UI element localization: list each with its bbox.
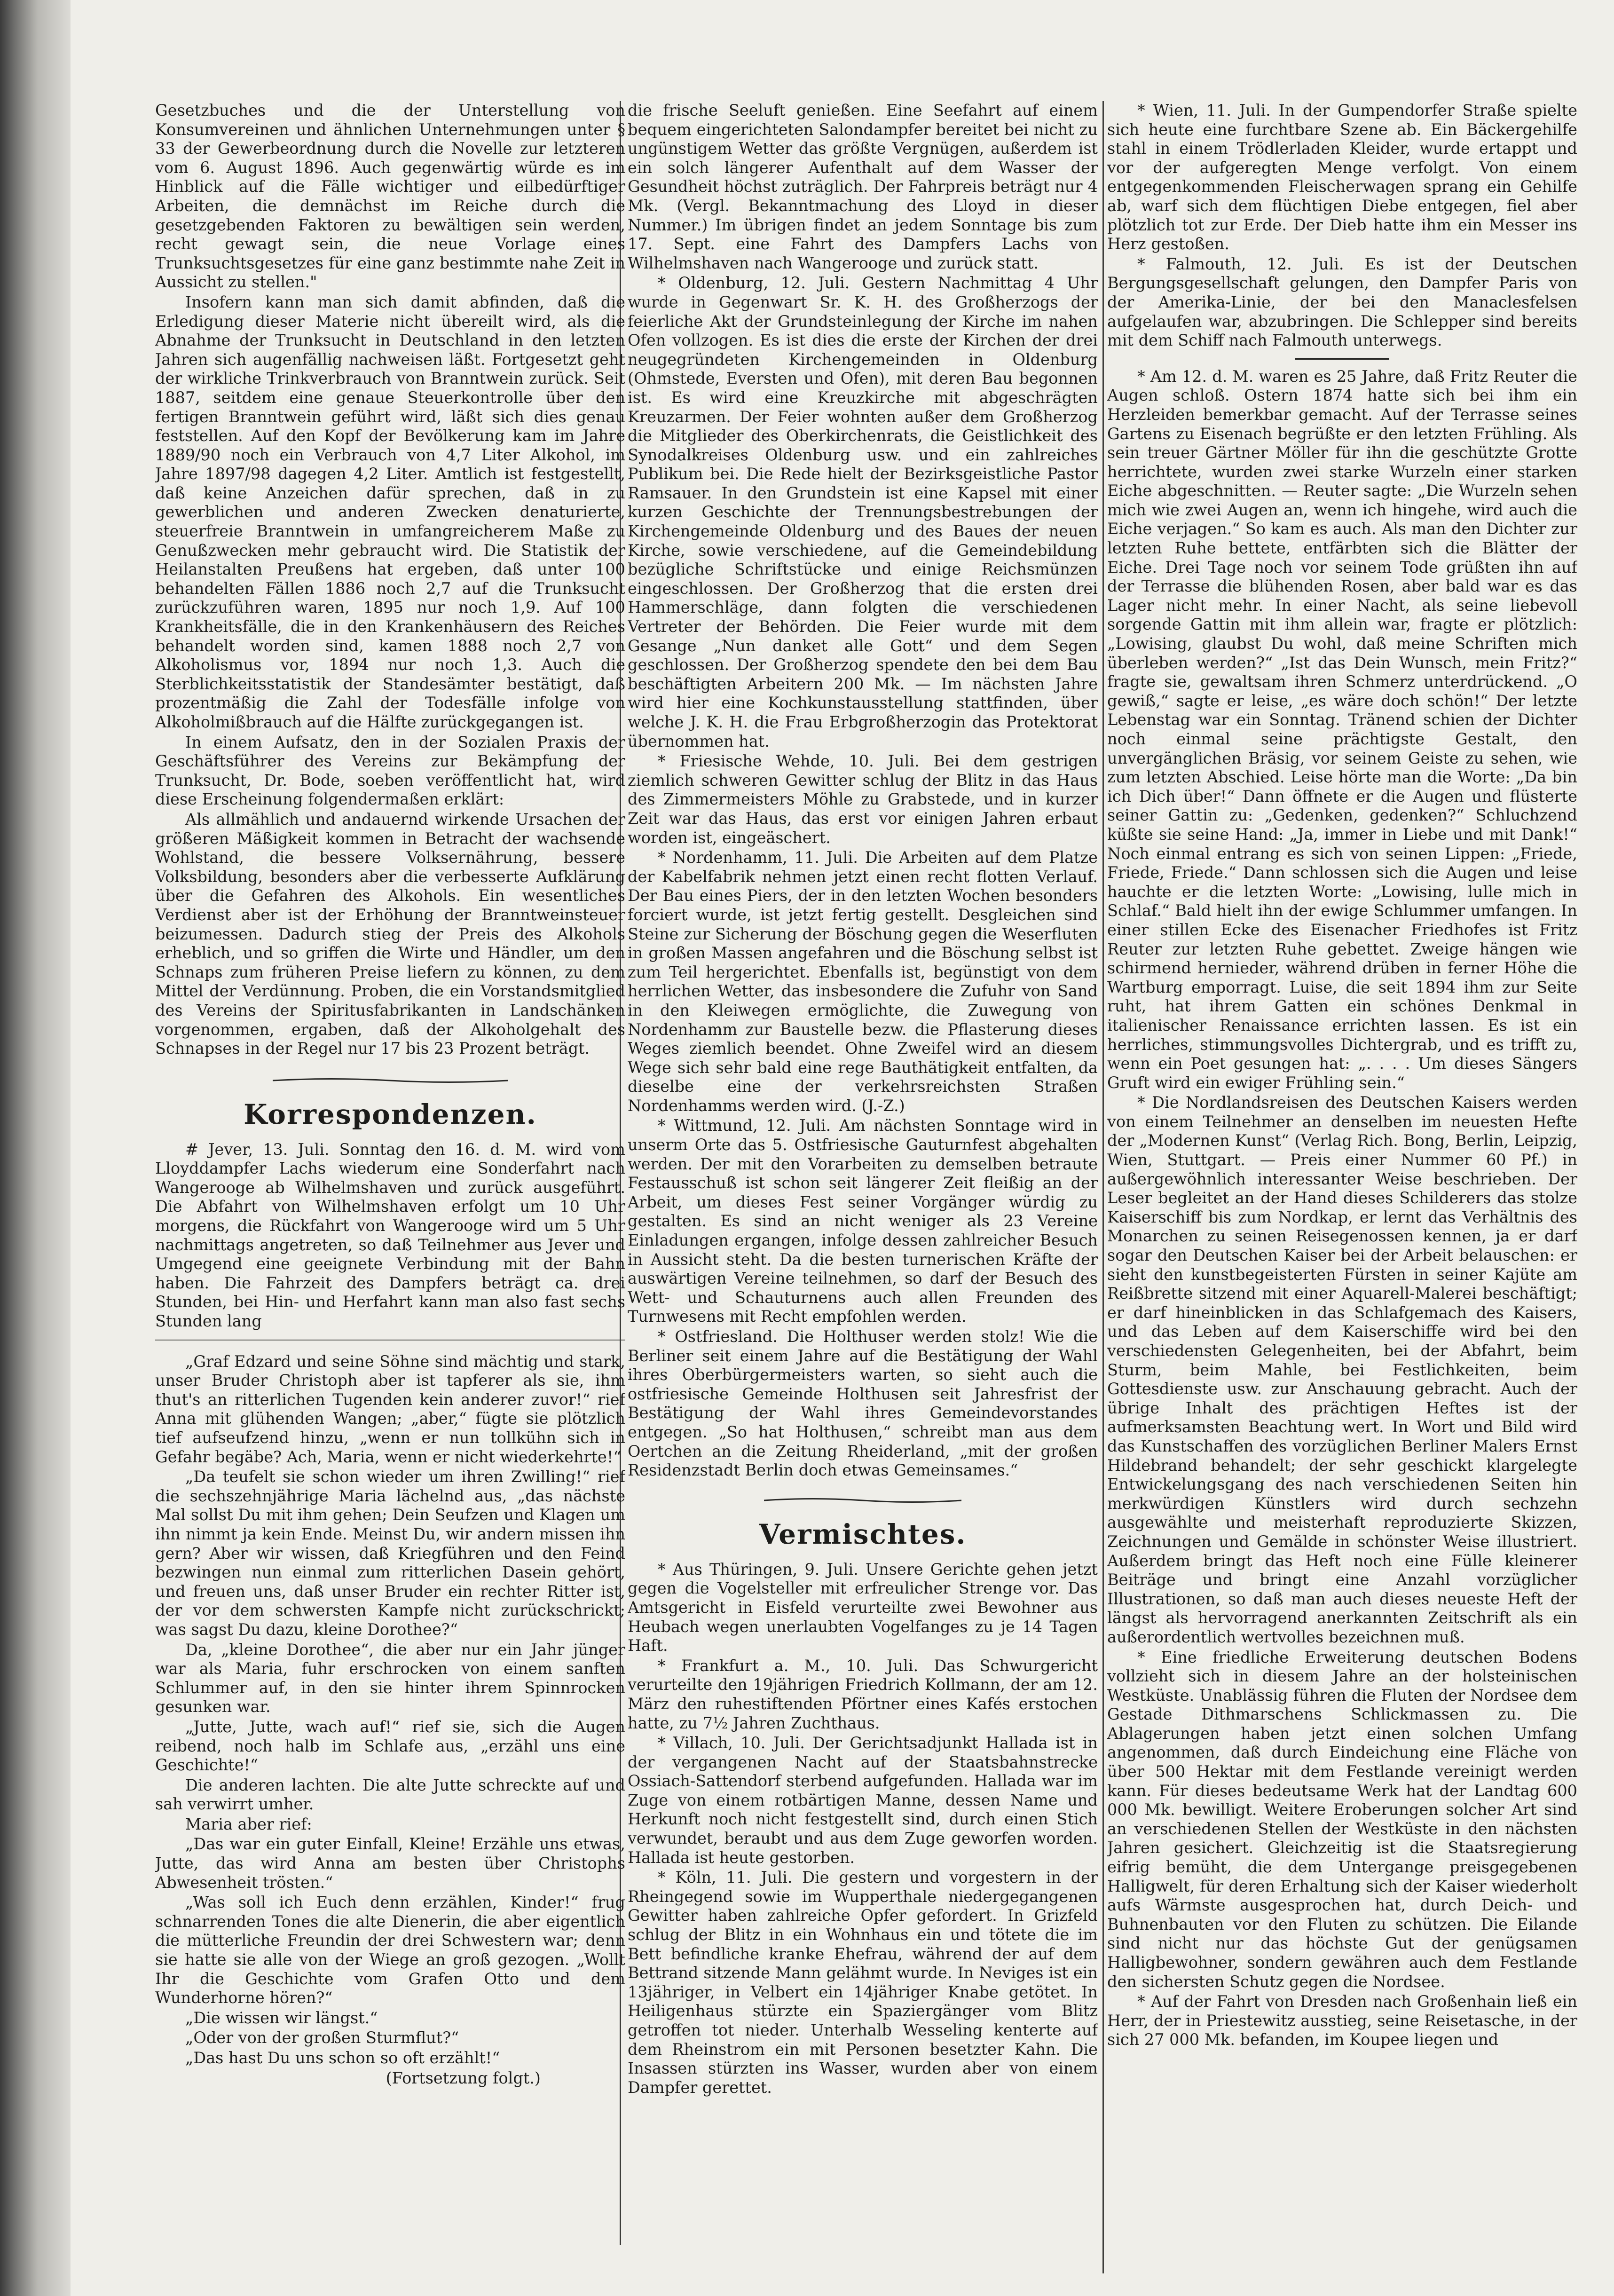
paragraph: In einem Aufsatz, den in der Sozialen Praxis der Geschäftsführer des Vereins zur Bekämpfung der Trunksucht, Dr. Bode, soeben veröffentlicht hat, wird diese Erscheinung folgendermaßen erklärt: — [155, 733, 625, 809]
section-heading: Korrespondenzen. — [244, 1098, 537, 1130]
story-paragraph: „Graf Edzard und seine Söhne sind mächtig und stark, unser Bruder Christoph aber ist tapferer als sie, ihm thut's an ritterlichen Tugenden kein anderer zuvor!“ rief Anna mit glühenden Wangen; „aber,“ fügte sie plötzlich tief aufseufzend hinzu, „wenn er nun tollkühn sich in Gefahr begäbe? Ach, Maria, wenn er nicht wiederkehrte!“ — [155, 1352, 625, 1466]
news-item: * Auf der Fahrt von Dresden nach Großenhain ließ ein Herr, der in Priestewitz ausstieg, seine Reisetasche, in der sich 27 000 Mk. befanden, im Koupee liegen und — [1107, 1992, 1577, 2049]
news-item: * Eine friedliche Erweiterung deutschen Bodens vollzieht sich in diesem Jahre an der holsteinischen Westküste. Unablässig führen die Fluten der Nordsee dem Gestade Dithmarschens Schlickmassen zu. Die Ablagerungen haben jetzt einen solchen Umfang angenommen, daß durch Eindeichung eine Fläche von über 500 Hektar mit dem Festlande vereinigt werden kann. Für dieses bedeutsame Werk hat der Landtag 600 000 Mk. bewilligt. Weitere Eroberungen solcher Art sind an verschiedenen Stellen der Westküste in den nächsten Jahren gesichert. Gleichzeitig ist die Staatsregierung eifrig bemüht, die dem Untergange preisgegebenen Halligwelt, für deren Erhaltung sich der Kaiser wiederholt aufs Wärmste ausgesprochen hat, durch Deich- und Buhnenbauten vor den Fluten zu schützen. Die Eilande sind nicht nur das höchste Gut der genügsamen Halligbewohner, sondern gewähren auch dem Festlande den sichersten Schutz gegen die Nordsee. — [1107, 1648, 1577, 1991]
column-1 — [155, 101, 625, 2264]
news-item: # Jever, 13. Juli. Sonntag den 16. d. M. wird vom Lloyddampfer Lachs wiederum eine Sonderfahrt nach Wangerooge ab Wilhelmshaven und zurück ausgeführt. Die Abfahrt von Wilhelmshaven erfolgt um 10 Uhr morgens, die Rückfahrt von Wangerooge wird um 5 Uhr nachmittags angetreten, so daß Teilnehmer aus Jever und Umgegend eine geeignete Verbindung mit der Bahn haben. Die Fahrzeit des Dampfers beträgt ca. drei Stunden, bei Hin- und Herfahrt kann man also fast sechs Stunden lang — [155, 1140, 625, 1331]
ornament-icon — [273, 1077, 508, 1084]
story-paragraph: „Da teufelt sie schon wieder um ihren Zwilling!“ rief die sechszehnjährige Maria lächelnd aus, „das nächste Mal sollst Du mit ihm gehen; Dein Seufzen und Klagen um ihn nimmt ja kein Ende. Meinst Du, wir andern missen ihn gern? Aber wir wissen, daß Kriegführen und den Feind bezwingen nun einmal zum ritterlichen Dasein gehört, und freuen uns, daß unser Bruder ein rechter Ritter ist, der vor dem schwersten Kampfe nicht zurückschrickt; was sagst Du dazu, kleine Dorothee?“ — [155, 1468, 625, 1639]
ornament-rule — [155, 1077, 625, 1084]
paragraph: Insofern kann man sich damit abfinden, daß die Erledigung dieser Materie nicht übereilt wird, als die Abnahme der Trunksucht in Deutschland in den letzten Jahren sich augenfällig nachweisen läßt. Fortgesetzt geht der wirkliche Trinkverbrauch von Branntwein zurück. Seit 1887, seitdem eine genaue Steuerkontrolle über den fertigen Branntwein geführt wird, läßt sich dies genau feststellen. Auf den Kopf der Bevölkerung kam im Jahre 1889/90 noch ein Verbrauch von 4,7 Liter Alkohol, im Jahre 1897/98 dagegen 4,2 Liter. Amtlich ist festgestellt, daß keine Anzeichen dafür sprechen, daß in zu gewerblichen und anderen Zwecken denaturierte, steuerfreie Branntwein in umfangreicherem Maße zu Genußzwecken mehr gebraucht wird. Die Statistik der Heilanstalten Preußens hat ergeben, daß unter 100 behandelten Fällen 1886 noch 2,7 auf die Trunksucht zurückzuführen waren, 1895 nur noch 1,9. Auf 100 Krankheitsfälle, die in den Krankenhäusern des Reiches behandelt worden sind, kamen 1888 noch 2,7 von Alkoholismus vor, 1894 nur noch 1,3. Auch die Sterblichkeitsstatistik der Standesämter bestätigt, daß prozentmäßig die Zahl der Todesfälle infolge von Alkoholmißbrauch auf die Hälfte zurückgegangen ist. — [155, 292, 625, 731]
story-paragraph: „Jutte, Jutte, wach auf!“ rief sie, sich die Augen reibend, noch halb im Schlafe aus, „erzähl uns eine Geschichte!“ — [155, 1717, 625, 1775]
news-item: * Die Nordlandsreisen des Deutschen Kaisers werden von einem Teilnehmer an denselben im neuesten Hefte der „Modernen Kunst“ (Verlag Rich. Bong, Berlin, Leipzig, Wien, Stuttgart. — Preis einer Nummer 60 Pf.) in außergewöhnlich interessanter Weise beschrieben. Der Leser begleitet an der Hand dieses Schilderers das stolze Kaiserschiff bis zum Nordkap, er lernt das Verhältnis des Monarchen zu seinen Reisegenossen kennen, ja er darf sogar den Deutschen Kaiser bei der Arbeit belauschen: er sieht den kunstbegeisterten Fürsten in seiner Kajüte am Reißbrette sitzend mit einer Aquarell-Malerei beschäftigt; er darf hineinblicken in das Schlafgemach des Kaisers, und das Leben auf dem Kaiserschiffe wird bei den verschiedensten Gelegenheiten, bei der Abfahrt, beim Sturm, beim Mahle, bei Festlichkeiten, beim Gottesdienste usw. zur Anschauung gebracht. Auch der übrige Inhalt des prächtigen Heftes ist der aufmerksamsten Beachtung wert. In Wort und Bild wird das Kunstschaffen des vorzüglichen Berliner Malers Ernst Hildebrand behandelt; der sehr geschickt klargelegte Entwickelungsgang des nach verschiedenen Seiten hin merkwürdigen Künstlers wird durch sechzehn ausgewählte und meisterhaft reproduzierte Skizzen, Zeichnungen und Gemälde in schönster Weise illustriert. Außerdem bringt das Heft noch eine Fülle kleinerer Beiträge und bringt eine Anzahl vorzüglicher Illustrationen, so daß man auch dieses neueste Heft der längst als hervorragend anerkannten Zeitschrift als ein außerordentlich wertvolles bezeichnen muß. — [1107, 1093, 1577, 1646]
news-item: * Villach, 10. Juli. Der Gerichtsadjunkt Hallada ist in der vergangenen Nacht auf der Staatsbahnstrecke Ossiach-Sattendorf sterbend aufgefunden. Hallada war im Zuge von einem rotbärtigen Manne, dessen Name und Herkunft noch nicht festgestellt sind, durch einen Stich verwundet, beraubt und aus dem Zuge geworfen worden. Hallada ist heute gestorben. — [628, 1734, 1098, 1867]
story-paragraph: Maria aber rief: — [185, 1815, 312, 1833]
story-paragraph: „Oder von der großen Sturmflut?“ — [185, 2028, 459, 2047]
news-item: * Friesische Wehde, 10. Juli. Bei dem gestrigen ziemlich schweren Gewitter schlug der Blitz in das Haus des Zimmermeisters Möhle zu Grabstede, und in kurzer Zeit war das Haus, das erst vor einigen Jahren erbaut worden ist, eingeäschert. — [628, 752, 1098, 847]
news-item: * Nordenhamm, 11. Juli. Die Arbeiten auf dem Platze der Kabelfabrik nehmen jetzt einen recht flotten Verlauf. Der Bau eines Piers, der in den letzten Wochen besonders forciert wurde, ist jetzt fertig gestellt. Desgleichen sind Steine zur Sicherung der Böschung gegen die Weserfluten in großen Massen angefahren und die Böschung selbst ist zum Teil hergerichtet. Ebenfalls ist, begünstigt von dem herrlichen Wetter, das insbesondere die Zufuhr von Sand in den Kleiwegen ermöglichte, die Zuwegung von Nordenhamm zur Baustelle bezw. die Pflasterung dieses Weges ziemlich beendet. Ohne Zweifel wird an diesem Wege sich sehr bald eine rege Bauthätigkeit entfalten, da dieselbe eine der verkehrsreichsten Straßen Nordenhamms werden wird. (J.-Z.) — [628, 848, 1098, 1115]
news-item: * Am 12. d. M. waren es 25 Jahre, daß Fritz Reuter die Augen schloß. Ostern 1874 hatte sich bei ihm ein Herzleiden bemerkbar gemacht. Auf der Terrasse seines Gartens zu Eisenach begrüßte er den letzten Frühling. Als sein treuer Gärtner Möller für ihn die geschützte Grotte herrichtete, wurden zwei starke Wurzeln einer starken Eiche abgeschnitten. — Reuter sagte: „Die Wurzeln sehen mich wie zwei Augen an, wenn ich hingehe, wird auch die Eiche verjagen.“ So kam es auch. Als man den Dichter zur letzten Ruhe bettete, entfärbten sich die Blätter der Eiche. Drei Tage noch vor seinem Tode grüßten ihn auf der Terrasse die blühenden Rosen, aber bald war es das Lager nicht mehr. In einer Nacht, als seine liebevoll sorgende Gattin mit ihm allein war, fragte er plötzlich: „Lowising, glaubst Du wohl, daß meine Schriften mich überleben werden?“ „Ist das Dein Wunsch, mein Fritz?“ fragte sie, gewaltsam ihren Schmerz unterdrückend. „O gewiß,“ sagte er leise, „es wäre doch schön!“ Der letzte Lebenstag war ein Sonntag. Tränend schien der Dichter noch einmal seine prächtigste Gestalt, den unvergänglichen Bräsig, vor seinem Geiste zu sehen, wie zum letzten Abschied. Leise hörte man die Worte: „Da bin ich Dich über!“ Dann öffnete er die Augen und flüsterte seiner Gattin zu: „Gedenken, gedenken?“ Schluchzend küßte sie seine Hand: „Ja, immer in Liebe und mit Dank!“ Noch einmal entrang es sich von seinen Lippen: „Friede, Friede, Friede.“ Dann schlossen sich die Augen und leise hauchte er die letzten Worte: „Lowising, lulle mich in Schlaf.“ Bald hielt ihn der ewige Schlummer umfangen. In einer stillen Ecke des Eisenacher Friedhofes ist Fritz Reuter zur letzten Ruhe gebettet. Zweige hängen wie schirmend hernieder, während drüben in ferner Höhe die Wartburg emporragt. Luise, die seit 1894 ihm zur Seite ruht, hat ihrem Gatten ein schönes Denkmal in italienischer Renaissance errichten lassen. Es ist ein herrliches, stimmungsvolles Dichtergrab, und es trifft zu, wenn ein Poet gesungen hat: „. . . . Um dieses Sängers Gruft wird ein ewiger Frühling sein.“ — [1107, 367, 1577, 1092]
item-divider — [1295, 358, 1389, 360]
feuilleton-divider — [155, 1340, 625, 1341]
section-heading: Vermischtes. — [759, 1518, 967, 1550]
continuation-note: (Fortsetzung folgt.) — [386, 2068, 541, 2087]
story-paragraph: „Die wissen wir längst.“ — [185, 2008, 378, 2027]
column-2 — [628, 101, 1098, 2264]
news-item: * Köln, 11. Juli. Die gestern und vorgestern in der Rheingegend sowie im Wupperthale niedergegangenen Gewitter haben zahlreiche Opfer gefordert. In Grizfeld schlug der Blitz in ein Wohnhaus ein und tötete die im Bett befindliche kranke Ehefrau, während der auf dem Bettrand sitzende Mann gelähmt wurde. In Neviges ist ein 13jähriger, in Velbert ein 14jähriger Knabe getötet. In Heiligenhaus stürzte ein Spaziergänger vom Blitz getroffen tot nieder. Unterhalb Wesseling kenterte auf dem Rheinstrom ein mit Personen besetzter Kahn. Die Insassen stürzten ins Wasser, wurden aber von einem Dampfer gerettet. — [628, 1868, 1098, 2097]
ornament-icon — [764, 1497, 961, 1504]
paragraph: Als allmählich und andauernd wirkende Ursachen der größeren Mäßigkeit kommen in Betracht der wachsende Wohlstand, die bessere Volksernährung, bessere Volksbildung, besonders aber die verbesserte Aufklärung über die Gefahren des Alkohols. Ein wesentliches Verdienst aber ist der Erhöhung der Branntweinsteuer beizumessen. Dadurch stieg der Preis des Alkohols erheblich, und so griffen die Wirte und Händler, um den Schnaps zum früheren Preise liefern zu können, zu dem Mittel der Verdünnung. Proben, die ein Vorstandsmitglied des Vereins der Spiritusfabrikanten in Landschänken vorgenommen, ergaben, daß der Alkoholgehalt des Schnapses in der Regel nur 17 bis 23 Prozent beträgt. — [155, 810, 625, 1058]
news-item: * Ostfriesland. Die Holthuser werden stolz! Wie die Berliner seit einem Jahre auf die Bestätigung der Wahl ihres Oberbürgermeisters warten, so sieht auch die ostfriesische Gemeinde Holthusen seit Jahresfrist der Bestätigung der Wahl ihres Gemeindevorstandes entgegen. „So hat Holthusen,“ schreibt man aus dem Oertchen an die Zeitung Rheiderland, „mit der großen Residenzstadt Berlin doch etwas Gemeinsames.“ — [628, 1327, 1098, 1480]
news-item: * Aus Thüringen, 9. Juli. Unsere Gerichte gehen jetzt gegen die Vogelsteller mit erfreulicher Strenge vor. Das Amtsgericht in Eisfeld verurteilte zwei Bewohner aus Heubach wegen unerlaubten Vogelfanges zu je 14 Tagen Haft. — [628, 1560, 1098, 1655]
paragraph: die frische Seeluft genießen. Eine Seefahrt auf einem bequem eingerichteten Salondampfer bereitet bei nicht zu ungünstigem Wetter das größte Vergnügen, außerdem ist ein solch längerer Aufenthalt auf dem Wasser der Gesundheit höchst zuträglich. Der Fahrpreis beträgt nur 4 Mk. (Vergl. Bekanntmachung des Lloyd in dieser Nummer.) Im übrigen findet an jedem Sonntage bis zum 17. Sept. eine Fahrt des Dampfers Lachs von Wilhelmshaven nach Wangerooge und zurück statt. — [628, 101, 1098, 272]
story-paragraph: „Was soll ich Euch denn erzählen, Kinder!“ frug schnarrenden Tones die alte Dienerin, die aber eigentlich die mütterliche Freundin der drei Schwestern war; denn sie hatte sie alle von der Wiege an groß gezogen. „Wollt Ihr die Geschichte vom Grafen Otto und dem Wunderhorne hören?“ — [155, 1893, 625, 2007]
story-paragraph: „Das hast Du uns schon so oft erzählt!“ — [185, 2049, 500, 2067]
story-paragraph: Da, „kleine Dorothee“, die aber nur ein Jahr jünger war als Maria, fuhr erschrocken von einem sanften Schlummer auf, in den sie hinter ihrem Spinnrocken gesunken war. — [155, 1640, 625, 1716]
news-item: * Wittmund, 12. Juli. Am nächsten Sonntage wird in unserm Orte das 5. Ostfriesische Gauturnfest abgehalten werden. Der mit den Vorarbeiten zu demselben betraute Festausschuß ist schon seit längerer Zeit fleißig an der Arbeit, um dieses Fest seiner Vorgänger würdig zu gestalten. Es sind an nicht weniger als 23 Vereine Einladungen ergangen, infolge dessen zahlreicher Besuch in Aussicht steht. Da die besten turnerischen Kräfte der auswärtigen Vereine teilnehmen, so darf der Besuch des Wett- und Schauturnens auch allen Freunden des Turnwesens mit Recht empfohlen werden. — [628, 1116, 1098, 1326]
ornament-rule — [628, 1497, 1098, 1504]
story-paragraph: „Das war ein guter Einfall, Kleine! Erzähle uns etwas, Jutte, das wird Anna am besten über Christophs Abwesenheit trösten.“ — [155, 1835, 625, 1892]
news-item: * Wien, 11. Juli. In der Gumpendorfer Straße spielte sich heute eine furchtbare Szene ab. Ein Bäckergehilfe stahl in einem Trödlerladen Kleider, wurde ertappt und vor der aufgeregten Menge verfolgt. Von einem entgegenkommenden Fleischerwagen sprang ein Gehilfe ab, warf sich dem flüchtigen Diebe entgegen, fiel aber plötzlich tot zur Erde. Der Dieb hatte ihm ein Messer ins Herz gestoßen. — [1107, 101, 1577, 253]
story-paragraph: Die anderen lachten. Die alte Jutte schreckte auf und sah verwirrt umher. — [155, 1775, 625, 1814]
paragraph: Gesetzbuches und die der Unterstellung von Konsumvereinen und ähnlichen Unternehmungen unter § 33 der Gewerbeordnung durch die Novelle zur letzteren vom 6. August 1896. Auch gegenwärtig würde es im Hinblick auf die Fälle wichtiger und eilbedürftiger Arbeiten, die demnächst im Reiche durch die gesetzgebenden Faktoren zu bewältigen sein werden, recht gewagt sein, die neue Vorlage eines Trunksuchtsgesetzes für eine ganz bestimmte nahe Zeit in Aussicht zu stellen." — [155, 101, 625, 292]
news-item: * Oldenburg, 12. Juli. Gestern Nachmittag 4 Uhr wurde in Gegenwart Sr. K. H. des Großherzogs der feierliche Akt der Grundsteinlegung der Kirche im nahen Ofen vollzogen. Es ist dies die erste der Kirchen der drei neugegründeten Kirchengemeinden in Oldenburg (Ohmstede, Eversten und Ofen), mit deren Bau begonnen ist. Es wird eine Kreuzkirche mit abgeschrägten Kreuzarmen. Der Feier wohnten außer dem Großherzog die Mitglieder des Oberkirchenrats, die Geistlichkeit des Synodalkreises Oldenburg usw. und ein zahlreiches Publikum bei. Die Rede hielt der Bezirksgeistliche Pastor Ramsauer. In den Grundstein ist eine Kapsel mit einer kurzen Geschichte der Trennungsbestrebungen der Kirchengemeinde Oldenburg und des Baues der neuen Kirche, sowie verschiedene, auf die Gemeindebildung bezügliche Schriftstücke und einige Reichsmünzen eingeschlossen. Der Großherzog that die ersten drei Hammerschläge, dann folgten die verschiedenen Vertreter der Behörden. Die Feier wurde mit dem Gesange „Nun danket alle Gott“ und dem Segen geschlossen. Der Großherzog spendete den bei dem Bau beschäftigten Arbeitern 200 Mk. — Im nächsten Jahre wird hier eine Kochkunstausstellung stattfinden, über welche J. K. H. die Frau Erbgroßherzogin das Protektorat übernommen hat. — [628, 274, 1098, 750]
column-3 — [1107, 101, 1577, 2264]
news-item: * Frankfurt a. M., 10. Juli. Das Schwurgericht verurteilte den 19jährigen Friedrich Kollmann, der am 12. März den ruhestiftenden Pförtner eines Kafés erstochen hatte, zu 7½ Jahren Zuchthaus. — [628, 1656, 1098, 1732]
column-rule — [1102, 101, 1104, 2273]
book-binding-shadow — [0, 0, 71, 2296]
news-item: * Falmouth, 12. Juli. Es ist der Deutschen Bergungsgesellschaft gelungen, den Dampfer Paris von der Amerika-Linie, der bei den Manaclesfelsen aufgelaufen war, abzubringen. Die Schlepper sind bereits mit dem Schiff nach Falmouth unterwegs. — [1107, 254, 1577, 350]
